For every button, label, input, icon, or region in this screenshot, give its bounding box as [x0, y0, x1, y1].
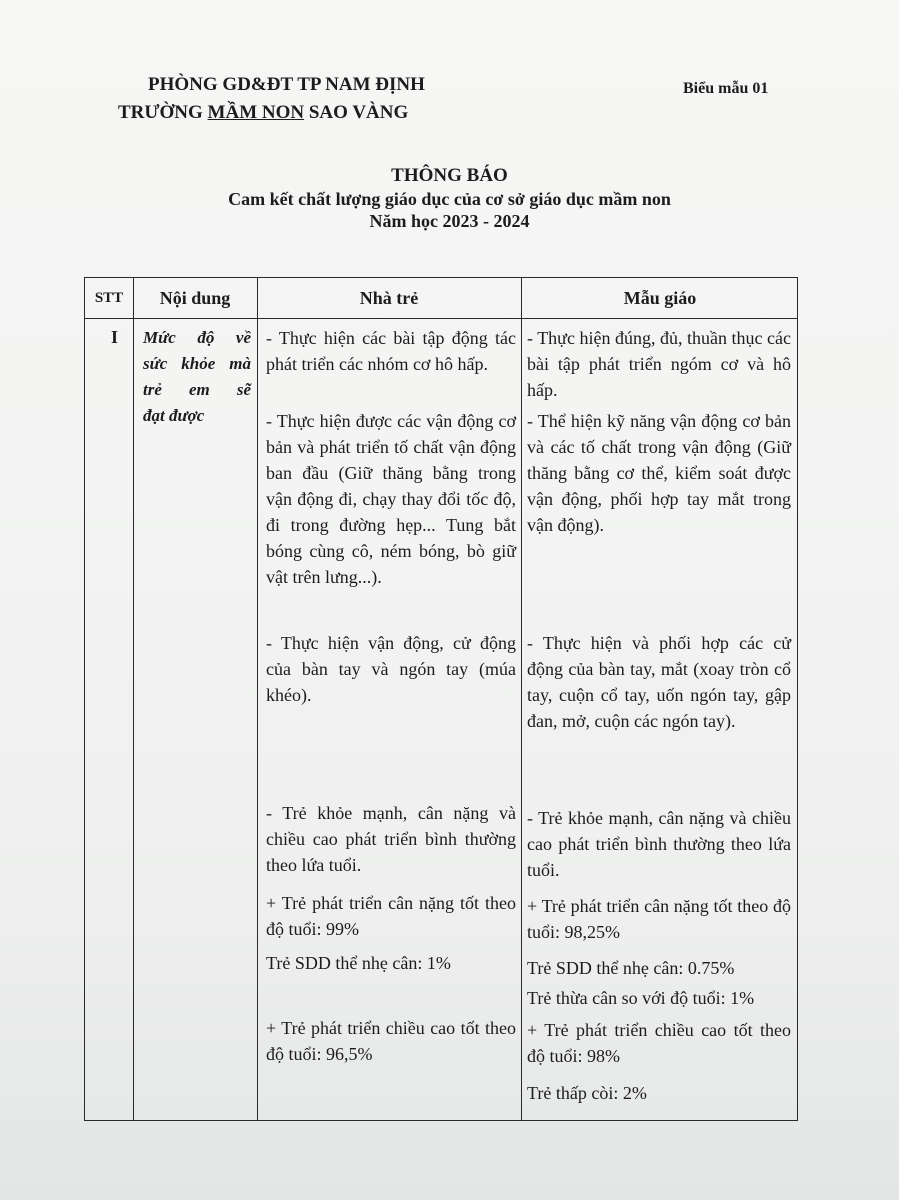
department-name: PHÒNG GD&ĐT TP NAM ĐỊNH	[148, 74, 425, 95]
content-line: Mức độ về	[143, 328, 251, 347]
column-divider-3	[521, 278, 522, 1120]
content-line: sức khỏe mà	[143, 354, 251, 373]
header-noi-dung: Nội dung	[159, 288, 231, 308]
row-content	[143, 325, 251, 429]
form-label: Biểu mẫu 01	[683, 80, 769, 97]
mau-giao-item: Trẻ thấp còi: 2%	[527, 1083, 647, 1103]
nha-tre-item: - Thực hiện vận động, cử động của bàn tay và ngón tay (múa khéo).	[266, 633, 516, 705]
page-subtitle: Cam kết chất lượng giáo dục của cơ sở giáo dục mầm non	[228, 189, 671, 209]
mau-giao-item: - Thực hiện đúng, đủ, thuần thục các bài tập phát triển ngóm cơ và hô hấp.	[527, 328, 791, 400]
column-divider-1	[133, 278, 134, 1120]
school-underlined: MẦM NON	[207, 102, 305, 123]
content-line: đạt được	[143, 406, 205, 425]
nha-tre-item: Trẻ SDD thể nhẹ cân: 1%	[266, 953, 451, 973]
header-nha-tre: Nhà trẻ	[359, 288, 419, 308]
mau-giao-item: Trẻ SDD thể nhẹ cân: 0.75%	[527, 958, 735, 978]
page-title: THÔNG BÁO	[391, 165, 508, 186]
mau-giao-item: + Trẻ phát triển cân nặng tốt theo độ tuổi: 98,25%	[527, 896, 791, 942]
school-suffix: SAO VÀNG	[304, 102, 409, 123]
nha-tre-item: + Trẻ phát triển chiều cao tốt theo độ tuổi: 96,5%	[266, 1018, 516, 1064]
header-divider	[85, 318, 797, 319]
school-year: Năm học 2023 - 2024	[369, 211, 530, 231]
school-name	[118, 102, 408, 124]
nha-tre-item: - Trẻ khỏe mạnh, cân nặng và chiều cao phát triển bình thường theo lứa tuổi.	[266, 803, 516, 875]
mau-giao-item: - Thực hiện và phối hợp các cử động của bàn tay, mắt (xoay tròn cổ tay, cuộn cổ tay, uốn ngón tay, gập đan, mở, cuộn các ngón tay).	[527, 633, 791, 731]
row-number: I	[111, 327, 119, 347]
school-prefix: TRƯỜNG	[118, 102, 208, 123]
mau-giao-item: - Thể hiện kỹ năng vận động cơ bản và các tố chất trong vận động (Giữ thăng bằng cơ thể, kiểm soát được vận động, phối hợp tay mắt trong vận động).	[527, 411, 791, 535]
mau-giao-item: - Trẻ khỏe mạnh, cân nặng và chiều cao phát triển bình thường theo lứa tuổi.	[527, 808, 791, 880]
nha-tre-item: - Thực hiện được các vận động cơ bản và phát triển tố chất vận động ban đầu (Giữ thăng bằng trong vận động đi, chạy thay đổi tốc độ, đi trong đường hẹp... Tung bắt bóng cùng cô, ném bóng, bò giữ vật trên lưng...).	[266, 411, 516, 587]
nha-tre-item: + Trẻ phát triển cân nặng tốt theo độ tuổi: 99%	[266, 893, 516, 939]
mau-giao-item: + Trẻ phát triển chiều cao tốt theo độ tuổi: 98%	[527, 1020, 791, 1066]
header-stt: STT	[94, 290, 124, 306]
mau-giao-item: Trẻ thừa cân so với độ tuổi: 1%	[527, 988, 755, 1008]
content-line: trẻ em sẽ	[143, 380, 251, 399]
title-block	[0, 164, 899, 232]
header-mau-giao: Mẫu giáo	[623, 288, 697, 308]
column-divider-2	[257, 278, 258, 1120]
nha-tre-item: - Thực hiện các bài tập động tác phát triển các nhóm cơ hô hấp.	[266, 328, 516, 374]
